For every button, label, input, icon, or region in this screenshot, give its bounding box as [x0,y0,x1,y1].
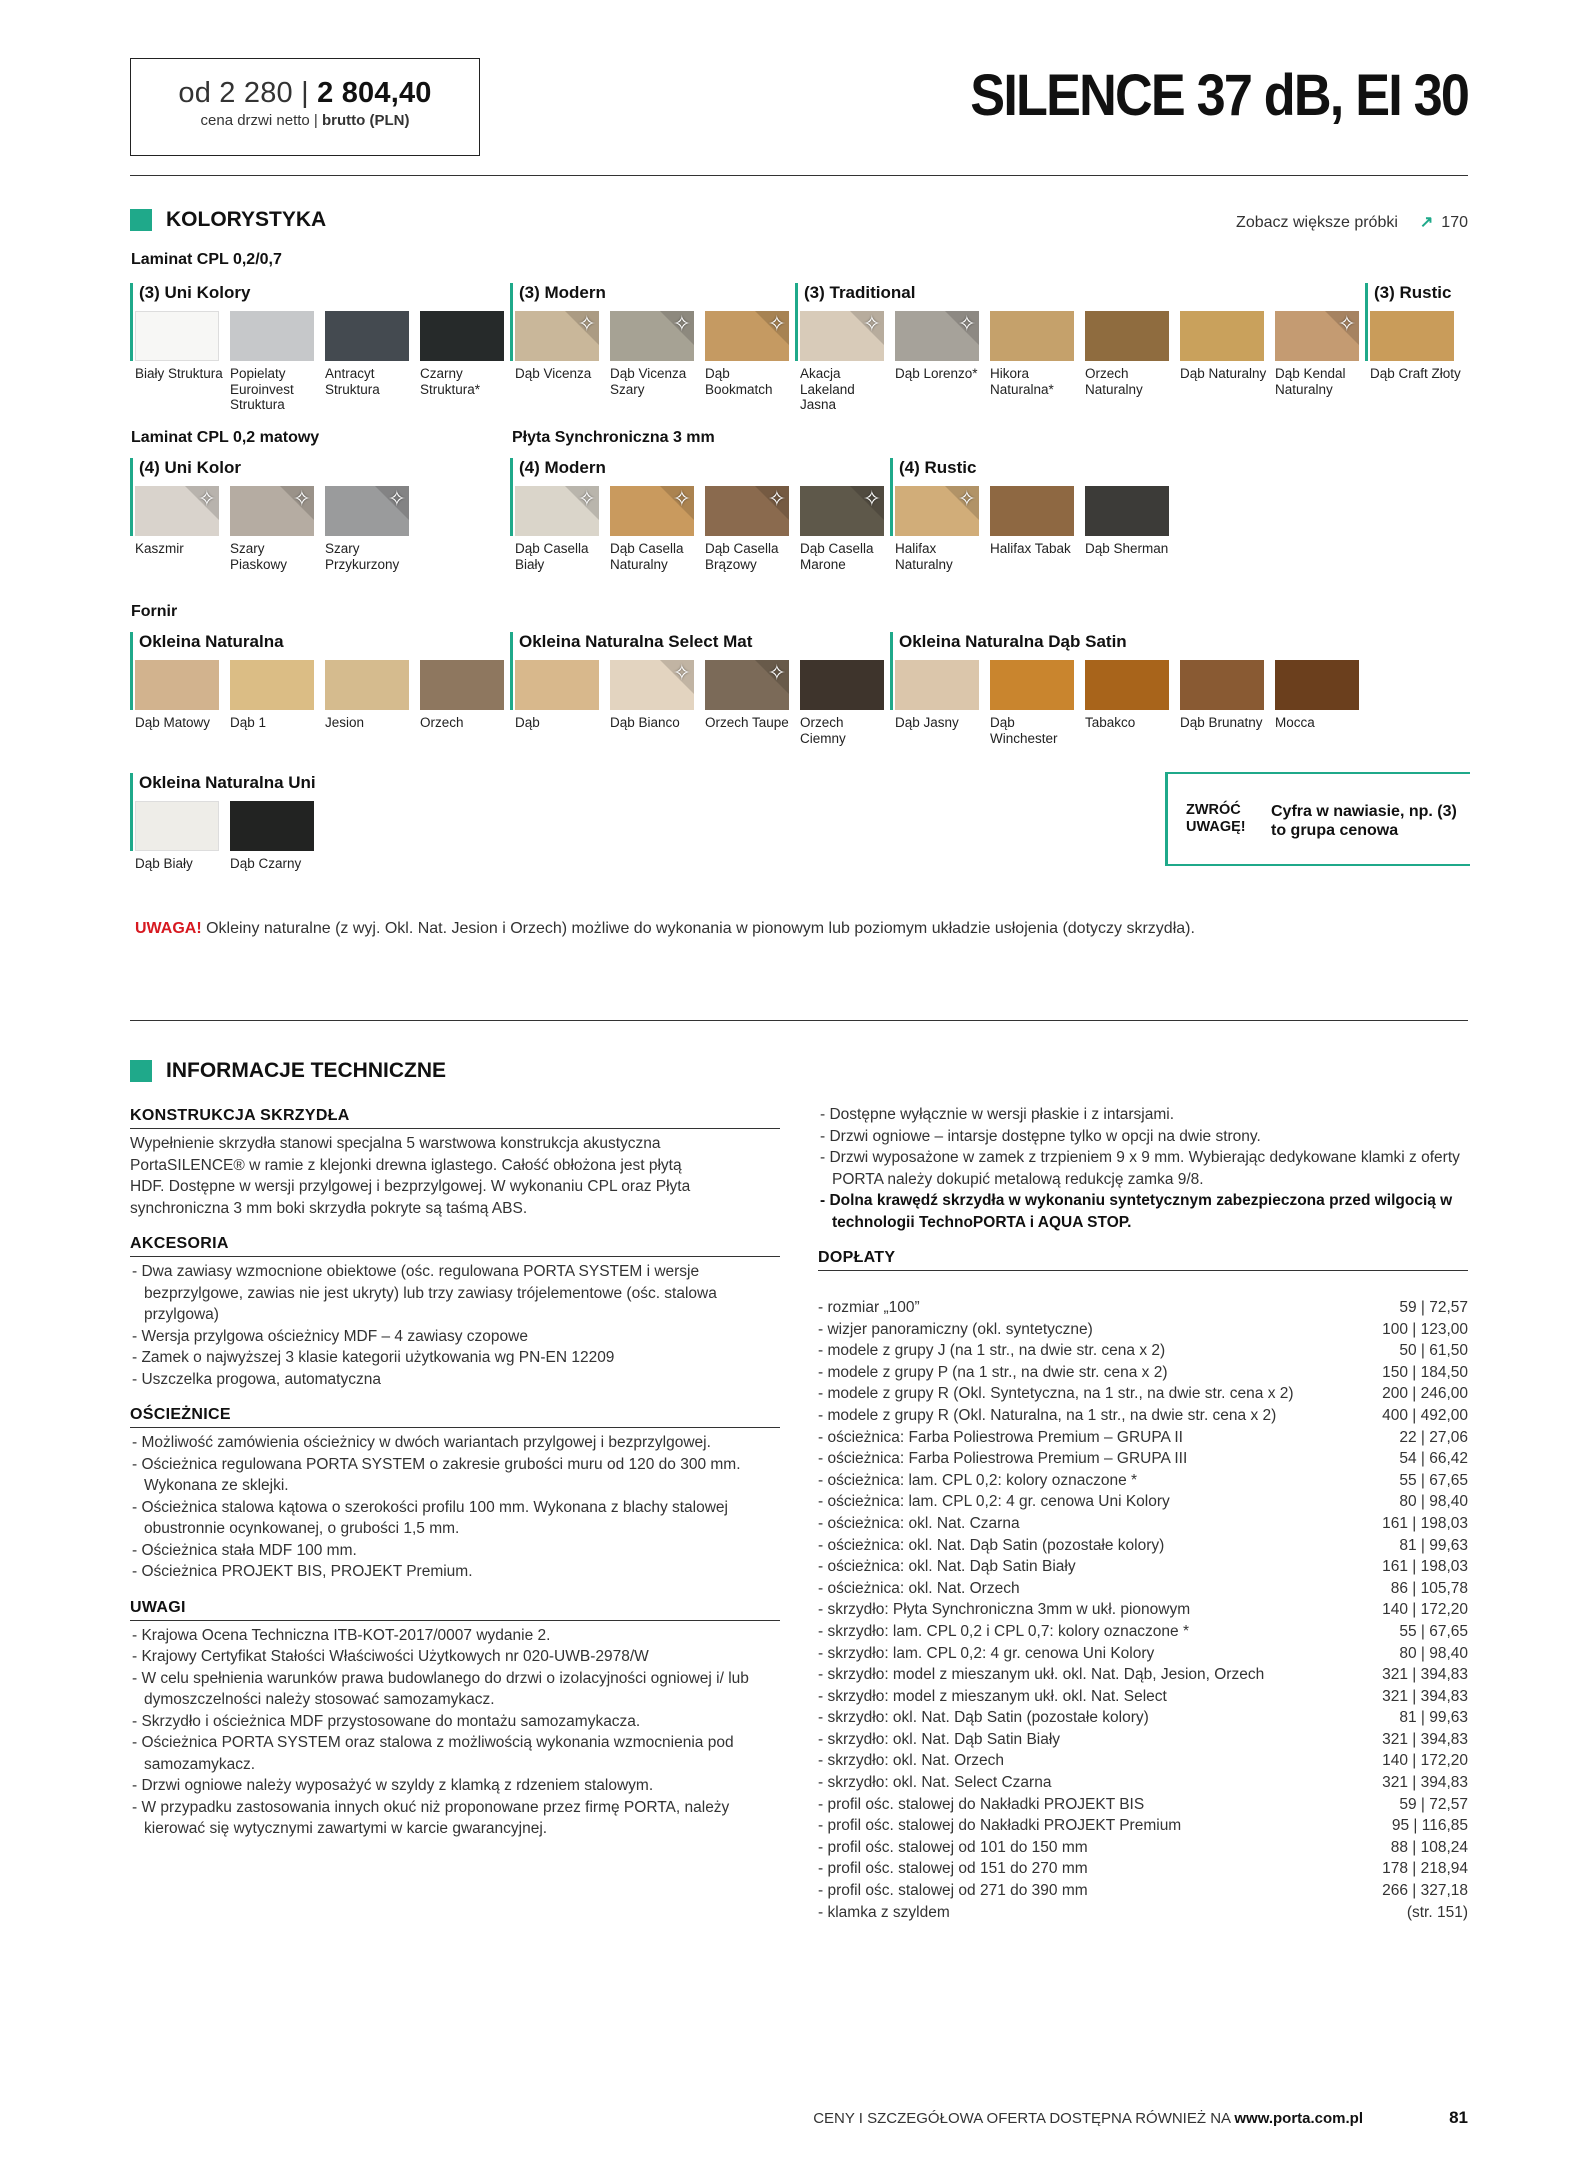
price-brutto-label: brutto (PLN) [321,112,410,129]
swatch-dab-kendal-naturalny[interactable] [1275,311,1359,361]
price-row [818,1513,1468,1535]
list-item: - W celu spełnienia warunków prawa budowlanego do drzwi o izolacyjności ogniowej i/ lub dymoszczelności należy stosować samozamykacz. [132,1669,749,1708]
price-item: - profil ośc. stalowej od 101 do 150 mm [818,1838,1088,1856]
konstrukcja-text [130,1133,780,1219]
group-okl-satin: Okleina Naturalna Dąb Satin [890,632,1127,710]
swatch-akacja-lakeland-jasna[interactable] [800,311,884,361]
swatch-dab-bia-y[interactable] [135,801,219,851]
price-item: - modele z grupy R (Okl. Naturalna, na 1 str., na dwie str. cena x 2) [818,1406,1277,1424]
warning-text [135,920,1195,938]
group-okl-uni: Okleina Naturalna Uni [130,773,316,851]
swatch-dab-lorenzo[interactable] [895,311,979,361]
footer-link[interactable]: www.porta.com.pl [1234,2110,1363,2127]
swatch-label: Dąb Winchester [990,715,1058,746]
swatch-halifax-tabak[interactable] [990,486,1074,536]
swatch-szary-piaskowy[interactable] [230,486,314,536]
swatch-dab-casella-bia-y[interactable] [515,486,599,536]
swatch-label: Orzech Taupe [705,715,789,730]
price-row [818,1858,1468,1880]
konstrukcja-line: Wypełnienie skrzydła stanowi specjalna 5 warstwowa konstrukcja akustyczna [130,1135,661,1152]
swatch-dab-brunatny[interactable] [1180,660,1264,710]
list-item: - Krajowa Ocena Techniczna ITB-KOT-2017/0007 wydanie 2. [132,1626,551,1644]
price-value: 400 | 492,00 [1382,1406,1468,1424]
price-row [818,1578,1468,1600]
price-value: 140 | 172,20 [1382,1601,1468,1619]
swatch-label: Akacja Lakeland Jasna [800,366,855,412]
swatch-label: Szary Przykurzony [325,541,400,572]
swatch-label: Dąb Brunatny [1180,715,1263,730]
swatch-label: Dąb 1 [230,715,267,730]
price-row [818,1621,1468,1643]
kolorystyka-title: KOLORYSTYKA [166,208,327,231]
price-item: - modele z grupy J (na 1 str., na dwie str. cena x 2) [818,1342,1166,1360]
swatch-label: Dąb Sherman [1085,541,1169,556]
swatch-label: Mocca [1275,715,1315,730]
swatch-dab-winchester[interactable] [990,660,1074,710]
price-value: 100 | 123,00 [1382,1320,1468,1338]
swatch-tabakco[interactable] [1085,660,1169,710]
swatch-label: Dąb Vicenza [515,366,592,381]
price-item: - ościeżnica: okl. Nat. Dąb Satin (pozostałe kolory) [818,1536,1165,1554]
tech-right-column [818,1104,1468,1271]
list-item: - Ościeżnica PORTA SYSTEM oraz stalowa z możliwością wykonania wzmocnienia pod samozamykacz. [132,1734,734,1773]
price-item: - modele z grupy R (Okl. Syntetyczna, na 1 str., na dwie str. cena x 2) [818,1385,1294,1403]
swatch-label: Dąb Matowy [135,715,211,730]
price-row [818,1470,1468,1492]
swatch-label: Popielaty Euroinvest Struktura [230,366,294,412]
swatch-label: Dąb Kendal Naturalny [1275,366,1346,397]
price-item: - ościeżnica: lam. CPL 0,2: 4 gr. cenowa Uni Kolory [818,1493,1170,1511]
uwagi-list [130,1625,780,1840]
swatch-dab-bookmatch[interactable] [705,311,789,361]
plyta-label: Płyta Synchroniczna 3 mm [512,429,715,446]
swatch-kaszmir[interactable] [135,486,219,536]
swatch-label: Czarny Struktura* [420,366,481,397]
swatch-label: Orzech Naturalny [1085,366,1143,397]
swatch-czarny-struktura[interactable] [420,311,504,361]
right-bold-note: - Dolna krawędź skrzydła w wykonaniu syntetycznym zabezpieczona przed wilgocią w technologii TechnoPORTA i AQUA STOP. [820,1192,1453,1231]
price-item: - wizjer panoramiczny (okl. syntetyczne) [818,1320,1093,1338]
price-row [818,1319,1468,1341]
swatch-dab-czarny[interactable] [230,801,314,851]
more-samples-label: Zobacz większe próbki [1236,214,1398,231]
price-value: 22 | 27,06 [1399,1428,1468,1446]
list-item: - Wersja przylgowa ościeżnicy MDF – 4 zawiasy czopowe [132,1327,528,1345]
price-row [818,1383,1468,1405]
price-item: - ościeżnica: okl. Nat. Orzech [818,1579,1020,1597]
price-row [818,1815,1468,1837]
swatch-label: Hikora Naturalna* [990,366,1054,397]
price-item: - ościeżnica: Farba Poliestrowa Premium – GRUPA III [818,1450,1188,1468]
price-row [818,1707,1468,1729]
swatch-label: Dąb [515,715,540,730]
swatch-orzech-naturalny[interactable] [1085,311,1169,361]
section-square-icon [130,1060,152,1082]
group-modern4: (4) Modern [510,458,606,536]
price-row [818,1297,1468,1319]
swatch-dab-naturalny[interactable] [1180,311,1264,361]
laminat1-label: Laminat CPL 0,2/0,7 [131,251,282,268]
swatch-label: Dąb Casella Brązowy [705,541,779,572]
footer-text [813,2110,1363,2127]
swatch-label: Antracyt Struktura [325,366,380,397]
price-row [818,1535,1468,1557]
group-modern3: (3) Modern [510,283,606,361]
swatch-dab-sherman[interactable] [1085,486,1169,536]
price-value: 55 | 67,65 [1399,1471,1468,1489]
price-value: 321 | 394,83 [1382,1666,1468,1684]
warning-body: Okleiny naturalne (z wyj. Okl. Nat. Jesion i Orzech) możliwe do wykonania w pionowym lub poziomym układzie usłojenia (dotyczy skrzydła). [201,920,1195,937]
swatch-label: Halifax Naturalny [895,541,953,572]
group-okl-select: Okleina Naturalna Select Mat [510,632,752,710]
price-value: 266 | 327,18 [1382,1882,1468,1900]
laminat2-label: Laminat CPL 0,2 matowy [131,429,320,446]
swatch-label: Halifax Tabak [990,541,1071,556]
swatch-dab-vicenza-szary[interactable] [610,311,694,361]
list-item: - Ościeżnica stała MDF 100 mm. [132,1541,357,1559]
price-item: - profil ośc. stalowej do Nakładki PROJEKT BIS [818,1795,1145,1813]
swatch-orzech-taupe[interactable] [705,660,789,710]
price-item: - profil ośc. stalowej do Nakładki PROJEKT Premium [818,1817,1182,1835]
swatch-label: Orzech [420,715,464,730]
swatch-label: Dąb Naturalny [1180,366,1267,381]
price-item: - skrzydło: okl. Nat. Orzech [818,1752,1005,1770]
swatch-label: Dąb Vicenza Szary [610,366,687,397]
swatch-dab-bianco[interactable] [610,660,694,710]
swatch-jesion[interactable] [325,660,409,710]
list-item: - Uszczelka progowa, automatyczna [132,1370,381,1388]
swatch-dab-matowy[interactable] [135,660,219,710]
price-value: 200 | 246,00 [1382,1385,1468,1403]
price-value: 80 | 98,40 [1399,1493,1468,1511]
price-item: - skrzydło: okl. Nat. Dąb Satin (pozostałe kolory) [818,1709,1149,1727]
price-item: - skrzydło: Płyta Synchroniczna 3mm w ukł. pionowym [818,1601,1191,1619]
divider [130,1020,1468,1021]
price-value: 50 | 61,50 [1399,1342,1468,1360]
price-row [818,1556,1468,1578]
page-number: 81 [1449,2108,1468,2127]
price-value: 59 | 72,57 [1399,1299,1468,1316]
swatch-dab-jasny[interactable] [895,660,979,710]
list-item: - W przypadku zastosowania innych okuć niż proponowane przez firmę PORTA, należy kierować się wytycznymi zawartymi w karcie gwarancyjnej. [132,1798,730,1837]
price-row [818,1643,1468,1665]
price-item: - ościeżnica: lam. CPL 0,2: kolory oznaczone * [818,1471,1138,1489]
swatch-halifax-naturalny[interactable] [895,486,979,536]
swatch-bia-y-struktura[interactable] [135,311,219,361]
swatch-label: Dąb Bookmatch [705,366,773,397]
group-rustic4: (4) Rustic [890,458,976,536]
kolorystyka-header [130,208,326,232]
price-row [818,1491,1468,1513]
swatch-dab-casella-brazowy[interactable] [705,486,789,536]
price-value: 321 | 394,83 [1382,1730,1468,1748]
price-row [818,1880,1468,1902]
swatch-label: Dąb Lorenzo* [895,366,978,381]
note-right: Cyfra w nawiasie, np. (3) to grupa cenowa [1271,803,1457,839]
price-value: 81 | 99,63 [1399,1536,1468,1554]
list-item: - Ościeżnica stalowa kątowa o szerokości profilu 100 mm. Wykonana z blachy stalowej obustronnie ocynkowanej, o grubości 1,5 mm. [132,1498,729,1537]
oscieznice-title: OŚCIEŻNICE [130,1406,780,1428]
price-item: - skrzydło: okl. Nat. Select Czarna [818,1774,1052,1792]
swatch-label: Dąb Biały [135,856,193,871]
footer-label: CENY I SZCZEGÓŁOWA OFERTA DOSTĘPNA RÓWNIEŻ NA [813,2110,1235,2127]
price-value: 161 | 198,03 [1382,1514,1468,1532]
price-box: od 2 280 | 2 804,40 cena drzwi netto | brutto (PLN) [130,58,480,156]
list-item: - Drzwi ogniowe – intarsje dostępne tylko w opcji na dwie strony. [820,1127,1261,1145]
price-value: 95 | 116,85 [1391,1817,1468,1835]
tech-title: INFORMACJE TECHNICZNE [166,1059,447,1082]
swatch-dab-casella-naturalny[interactable] [610,486,694,536]
price-from: od 2 280 [178,77,293,109]
price-value: 54 | 66,42 [1399,1450,1468,1468]
price-value: 88 | 108,24 [1390,1838,1468,1856]
price-item: - ościeżnica: okl. Nat. Czarna [818,1514,1020,1532]
group-okl-nat: Okleina Naturalna [130,632,284,710]
price-item: - ościeżnica: okl. Nat. Dąb Satin Biały [818,1558,1076,1576]
swatch-label: Jesion [325,715,365,730]
price-item: - modele z grupy P (na 1 str., na dwie str. cena x 2) [818,1363,1168,1381]
price-value: 150 | 184,50 [1382,1363,1468,1381]
list-item: - Dostępne wyłącznie w wersji płaskie i z intarsjami. [820,1106,1175,1123]
group-uni4: (4) Uni Kolor [130,458,241,536]
swatch-label: Dąb Jasny [895,715,959,730]
list-item: - Zamek o najwyższej 3 klasie kategorii użytkowania wg PN-EN 12209 [132,1349,615,1366]
swatch-label: Dąb Czarny [230,856,302,871]
swatch-label: Dąb Casella Marone [800,541,874,572]
price-value: 55 | 67,65 [1399,1622,1468,1640]
price-brutto: 2 804,40 [317,77,432,109]
price-row [818,1902,1468,1924]
price-value: 86 | 105,78 [1390,1579,1468,1597]
price-value: 81 | 99,63 [1399,1709,1468,1727]
price-row [818,1599,1468,1621]
price-row [818,1686,1468,1708]
price-item: - skrzydło: model z mieszanym ukł. okl. Nat. Dąb, Jesion, Orzech [818,1666,1265,1684]
swatch-orzech-ciemny[interactable] [800,660,884,710]
konstrukcja-line: HDF. Dostępne w wersji przylgowej i bezprzylgowej. W wykonaniu CPL oraz Płyta [130,1178,691,1195]
price-row [818,1664,1468,1686]
swatch-label: Dąb Bianco [610,715,680,730]
list-item: - Ościeżnica regulowana PORTA SYSTEM o zakresie grubości muru od 120 do 300 mm. Wykonana ze sklejki. [132,1455,741,1494]
arrow-up-right-icon: ↗ [1419,214,1434,231]
price-item: - ościeżnica: Farba Poliestrowa Premium – GRUPA II [818,1428,1183,1446]
price-value: 59 | 72,57 [1399,1795,1468,1813]
oscieznice-list [130,1432,780,1583]
swatch-antracyt-struktura[interactable] [325,311,409,361]
price-row [818,1772,1468,1794]
group-uni3: (3) Uni Kolory [130,283,250,361]
swatch-label: Kaszmir [135,541,184,556]
price-item: - skrzydło: lam. CPL 0,2 i CPL 0,7: kolory oznaczone * [818,1622,1190,1640]
list-item: - Ościeżnica PROJEKT BIS, PROJEKT Premium. [132,1563,473,1580]
price-item: - profil ośc. stalowej od 151 do 270 mm [818,1860,1088,1878]
swatch-label: Dąb Craft Złoty [1370,366,1461,381]
divider [130,175,1468,176]
swatch-label: Dąb Casella Biały [515,541,589,572]
konstrukcja-title: KONSTRUKCJA SKRZYDŁA [130,1107,780,1129]
price-netto-label: cena drzwi netto [200,112,310,129]
list-item: - Skrzydło i ościeżnica MDF przystosowane do montażu samozamykacza. [132,1712,641,1730]
swatch-label: Biały Struktura [135,366,223,381]
swatch-label: Dąb Casella Naturalny [610,541,684,572]
price-item: - profil ośc. stalowej od 271 do 390 mm [818,1882,1088,1900]
swatch-orzech[interactable] [420,660,504,710]
akcesoria-list [130,1261,780,1390]
price-value: (str. 151) [1406,1903,1468,1921]
price-value: 321 | 394,83 [1382,1687,1468,1705]
swatch-popielaty-euroinvest-struktura[interactable] [230,311,314,361]
price-row [818,1837,1468,1859]
swatch-szary-przykurzony[interactable] [325,486,409,536]
price-row [818,1448,1468,1470]
price-row [818,1750,1468,1772]
doplaty-title: DOPŁATY [818,1249,1468,1271]
more-samples-page: 170 [1441,214,1468,231]
price-row [818,1362,1468,1384]
list-item: - Krajowy Certyfikat Stałości Właściwości Użytkowych nr 020-UWB-2978/W [132,1648,649,1665]
price-value: 161 | 198,03 [1382,1558,1468,1576]
price-row [818,1340,1468,1362]
swatch-label: Tabakco [1085,715,1136,730]
swatch-dab-1[interactable] [230,660,314,710]
group-traditional3: (3) Traditional [795,283,915,361]
doplaty-table [818,1297,1468,1923]
price-item: - klamka z szyldem [818,1903,950,1921]
price-item: - skrzydło: model z mieszanym ukł. okl. Nat. Select [818,1687,1167,1705]
price-value: 140 | 172,20 [1382,1752,1468,1770]
page-title: SILENCE 37 dB, EI 30 [970,63,1468,128]
price-row [818,1794,1468,1816]
swatch-hikora-naturalna[interactable] [990,311,1074,361]
warning-label: UWAGA! [135,920,202,937]
note-left: ZWRÓĆ UWAGĘ! [1186,802,1246,835]
price-value: 178 | 218,94 [1382,1860,1468,1878]
swatch-label: Szary Piaskowy [230,541,288,572]
right-notes-list [818,1104,1468,1190]
fornir-label: Fornir [131,603,178,620]
tech-left-column [130,1107,780,1840]
price-item: - rozmiar „100” [818,1299,920,1316]
swatch-mocca[interactable] [1275,660,1359,710]
swatch-dab-vicenza[interactable] [515,311,599,361]
note-box [1165,772,1470,866]
tech-header [130,1059,446,1083]
akcesoria-title: AKCESORIA [130,1235,780,1257]
list-item: - Drzwi wyposażone w zamek z trzpieniem 9 x 9 mm. Wybierając dedykowane klamki z oferty PORTA należy dokupić metalową redukcję zamka 9/8. [820,1149,1460,1188]
section-square-icon [130,209,152,231]
price-item: - skrzydło: okl. Nat. Dąb Satin Biały [818,1730,1061,1748]
price-value: 321 | 394,83 [1382,1774,1468,1792]
group-rustic3: (3) Rustic [1365,283,1451,361]
swatch-dab[interactable] [515,660,599,710]
price-row [818,1405,1468,1427]
swatch-dab-casella-marone[interactable] [800,486,884,536]
price-item: - skrzydło: lam. CPL 0,2: 4 gr. cenowa Uni Kolory [818,1644,1155,1662]
list-item: - Możliwość zamówienia ościeżnicy w dwóch wariantach przylgowej i bezprzylgowej. [132,1434,711,1451]
konstrukcja-line: synchroniczna 3 mm boki skrzydła pokryte są taśmą ABS. [130,1199,528,1217]
more-samples-link[interactable] [1236,212,1468,232]
price-row [818,1729,1468,1751]
konstrukcja-line: PortaSILENCE® w ramie z klejonki drewna iglastego. Całość obłożona jest płytą [130,1156,682,1174]
list-item: - Dwa zawiasy wzmocnione obiektowe (ośc. regulowana PORTA SYSTEM i wersje bezprzylgowe, zawias nie jest ukryty) lub trzy zawiasy trójelementowe (ośc. stalowa przylgowa) [132,1263,717,1323]
list-item: - Drzwi ogniowe należy wyposażyć w szyldy z klamką z rdzeniem stalowym. [132,1777,654,1794]
uwagi-title: UWAGI [130,1599,780,1621]
price-row [818,1427,1468,1449]
swatch-dab-craft-z-oty[interactable] [1370,311,1454,361]
price-value: 80 | 98,40 [1399,1644,1468,1662]
swatch-label: Orzech Ciemny [800,715,846,746]
